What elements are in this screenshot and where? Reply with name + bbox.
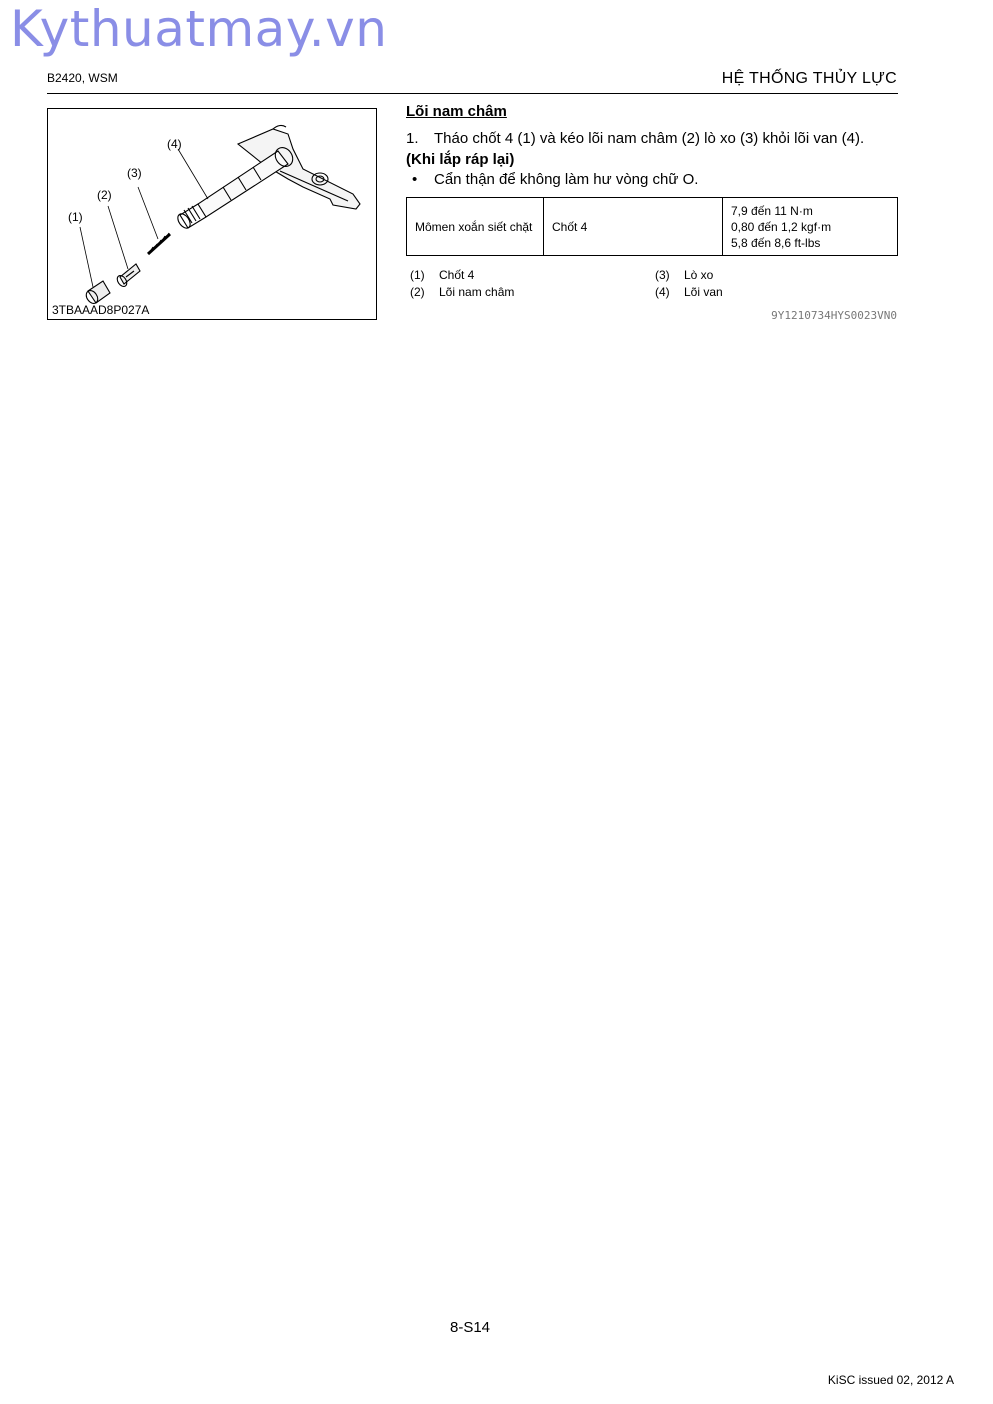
document-id: 9Y1210734HYS0023VN0 [771,309,897,322]
exploded-view-figure [47,108,377,320]
legend-label: Lõi van [684,285,723,299]
legend-item-1 [410,268,474,282]
legend-label: Lõi nam châm [439,285,515,299]
step-1 [406,130,864,147]
torque-values [723,198,898,256]
header-model: B2420, WSM [47,71,118,85]
callout-2: (2) [97,188,112,202]
exploded-view-drawing [48,109,378,321]
footer-issue: KiSC issued 02, 2012 A [827,1373,954,1387]
reassembly-heading: (Khi lắp ráp lại) [406,151,515,168]
header-chapter-title: HỆ THỐNG THỦY LỰC [721,70,897,87]
legend-num: (3) [655,268,670,282]
torque-value-ftlbs: 5,8 đến 8,6 ft-lbs [731,235,821,250]
torque-value-nm: 7,9 đến 11 N·m [731,203,813,218]
caution-bullet [412,171,698,188]
legend-num: (4) [655,285,670,299]
legend-item-4 [655,285,723,299]
legend-label: Chốt 4 [439,268,475,282]
section-title: Lõi nam châm [406,103,507,120]
figure-code: 3TBAAAD8P027A [52,303,150,317]
torque-value-kgfm: 0,80 đến 1,2 kgf·m [731,219,832,234]
legend-num: (2) [410,285,425,299]
legend-num: (1) [410,268,425,282]
torque-item: Chốt 4 [544,198,723,256]
callout-3: (3) [127,166,142,180]
bullet-mark: • [412,171,418,188]
callout-1: (1) [68,210,83,224]
header-divider [47,93,898,94]
watermark-logo: Kythuatmay.vn [10,0,388,58]
torque-row [407,198,898,256]
legend-item-3 [655,268,713,282]
callout-4: (4) [167,137,182,151]
step-text: Tháo chốt 4 (1) và kéo lõi nam châm (2) lò xo (3) khỏi lõi van (4). [434,130,865,147]
bullet-text: Cẩn thận để không làm hư vòng chữ O. [434,171,699,188]
torque-table [406,197,898,256]
torque-label: Mômen xoắn siết chặt [407,198,544,256]
page-number: 8-S14 [450,1319,491,1336]
legend-item-2 [410,285,514,299]
legend-label: Lò xo [684,268,714,282]
step-number: 1. [406,130,419,147]
